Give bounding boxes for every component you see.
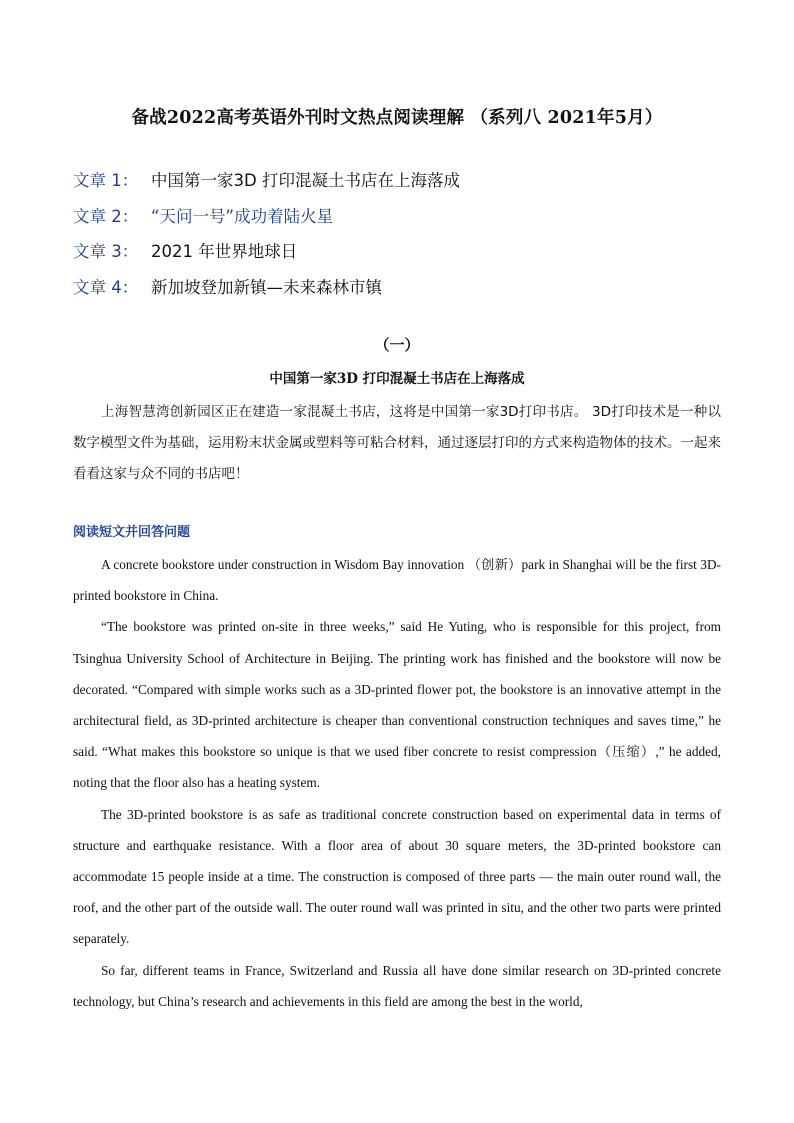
toc-item-1 [73, 170, 460, 206]
toc-label: 文章 1： [73, 171, 139, 190]
toc-text: 新加坡登加新镇—未来森林市镇 [151, 277, 382, 297]
article-paragraph: So far, different teams in France, Switzerland and Russia all have done similar research on 3D-printed concrete technology, but China’s research and achievements in this field are among the best in the world, [73, 962, 721, 1009]
toc-label: 文章 4： [73, 277, 139, 297]
table-of-contents [73, 170, 460, 312]
document-title: 备战2022高考英语外刊时文热点阅读理解 （系列八 2021年5月） [131, 108, 663, 128]
intro-paragraph: 上海智慧湾创新园区正在建造一家混凝土书店，这将是中国第一家3D打印书店。 3D打印技术是一种以数字模型文件为基础，运用粉末状金属或塑料等可粘合材料，通过逐层打印的方式来构造物体的技术。一起来看看这家与众不同的书店吧！ [73, 404, 721, 482]
toc-label: 文章 2： [73, 206, 139, 226]
toc-item-2 [73, 206, 460, 242]
section-number: （一） [374, 336, 420, 354]
task-heading: 阅读短文并回答问题 [73, 525, 191, 540]
toc-text: 中国第一家3D 打印混凝土书店在上海落成 [151, 171, 460, 190]
toc-text: 2021 年世界地球日 [151, 242, 298, 261]
article-paragraph: The 3D-printed bookstore is as safe as traditional concrete construction based on experimental data in terms of structure and earthquake resistance. With a floor area of about 30 square meters, the 3D-printed bookstore can accommodate 15 people inside at a time. The construction is composed of three parts — the main outer round wall, the roof, and the other part of the outside wall. The outer round wall was printed in situ, and the other two parts were printed separately. [73, 806, 721, 947]
toc-text: “天问一号”成功着陆火星 [151, 206, 334, 226]
toc-item-4 [73, 277, 460, 313]
section-title: 中国第一家3D 打印混凝土书店在上海落成 [269, 371, 525, 387]
article-body [73, 549, 721, 1017]
article-paragraph: “The bookstore was printed on-site in three weeks,” said He Yuting, who is responsible for this project, from Tsinghua University School of Architecture in Beijing. The printing work has finished and the bookstore will now be decorated. “Compared with simple works such as a 3D-printed flower pot, the bookstore is an innovative attempt in the architectural field, as 3D-printed architecture is cheaper than conventional construction techniques and saves time,” he said. “What makes this bookstore so unique is that we used fiber concrete to resist compression（压缩）,” he added, noting that the floor also has a heating system. [73, 619, 721, 791]
toc-item-3 [73, 241, 460, 277]
article-paragraph: A concrete bookstore under construction in Wisdom Bay innovation （创新）park in Shanghai will be the first 3D-printed bookstore in China. [73, 557, 721, 604]
toc-label: 文章 3： [73, 242, 139, 261]
